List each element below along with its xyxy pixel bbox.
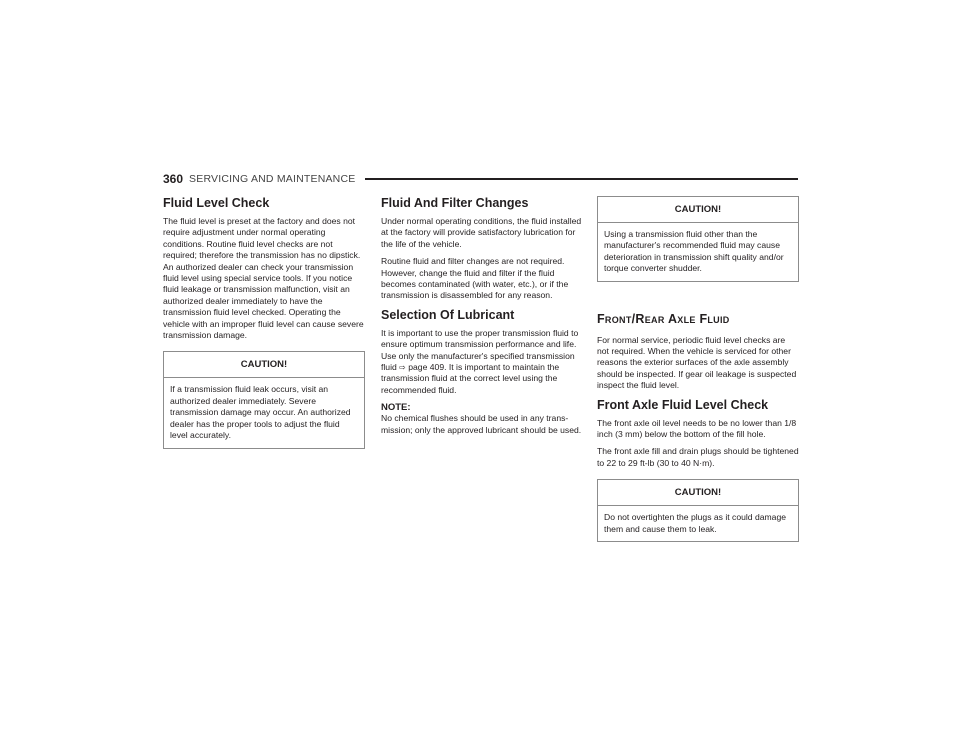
- note-text: No chemical flushes should be used in any trans-mission; only the approved lubricant should be used.: [381, 413, 582, 435]
- axle-fluid-heading: Front/Rear Axle Fluid: [597, 311, 730, 326]
- fluid-filter-changes-heading: Fluid And Filter Changes: [381, 196, 529, 210]
- caution-box: [163, 351, 365, 448]
- caution-title: CAUTION!: [598, 197, 798, 223]
- page-number: 360: [163, 172, 184, 186]
- note-label: NOTE:: [381, 402, 411, 414]
- front-axle-plugs-text: The front axle fill and drain plugs should be tightened to 22 to 29 ft-lb (30 to 40 N·m).: [597, 446, 799, 468]
- front-axle-level-text: The front axle oil level needs to be no lower than 1/8 inch (3 mm) below the bottom of the fill hole.: [597, 417, 797, 440]
- page-reference-link[interactable]: page 409: [408, 362, 445, 373]
- caution-title: CAUTION!: [598, 480, 798, 506]
- caution-text: Do not overtighten the plugs as it could damage them and cause them to leak.: [604, 512, 787, 534]
- page-reference-arrow-icon: ⇨: [399, 363, 406, 373]
- front-axle-check-heading: Front Axle Fluid Level Check: [597, 397, 769, 412]
- section-title: SERVICING AND MAINTENANCE: [189, 173, 356, 185]
- caution-title: CAUTION!: [164, 352, 364, 378]
- column-2: [381, 196, 583, 442]
- caution-box: [597, 479, 799, 542]
- selection-lubricant-heading: Selection Of Lubricant: [381, 307, 515, 322]
- lubricant-text-a: It is important to use the proper transmission fluid to ensure optimum transmission performance and life. Use only the manufacturer's specified transmission fluid: [381, 327, 579, 373]
- column-3: [597, 196, 799, 554]
- header-rule: [365, 178, 798, 180]
- fluid-level-check-heading: Fluid Level Check: [163, 196, 270, 210]
- caution-text: Using a transmission fluid other than the manufacturer's recommended fluid may cause deterioration in transmission shift quality and/or torque converter shudder.: [604, 229, 784, 274]
- page-header: [163, 170, 798, 188]
- selection-lubricant-text: [381, 328, 583, 396]
- axle-fluid-text: For normal service, periodic fluid level checks are not required. When the vehicle is serviced for other reasons the exterior surfaces of the axle assembly should be inspected. If gear oil leakage is suspected inspect the fluid level.: [597, 334, 797, 391]
- lubricant-text-b: . It is important to maintain the transmission fluid at the correct level using the recommended fluid.: [381, 362, 560, 395]
- caution-box: [597, 196, 799, 282]
- fluid-filter-para-2: Routine fluid and filter changes are not required. However, change the fluid and filter if the fluid becomes contaminated (with water, etc.), or if the transmission is disassembled for any reason.: [381, 256, 569, 301]
- fluid-level-check-text: The fluid level is preset at the factory and does not require adjustment under normal operating conditions. Routine fluid level checks are not required; therefore the transmission has no dipstick. An authorized dealer can check your transmission fluid level using special service tools. If you notice fluid leakage or transmission malfunction, visit an authorized dealer immediately to have the transmission fluid level checked. Operating the vehicle with an improper fluid level can cause severe transmission damage.: [163, 216, 364, 341]
- caution-text: If a transmission fluid leak occurs, visit an authorized dealer immediately. Severe transmission damage may occur. An authorized dealer has the proper tools to adjust the fluid level accurately.: [170, 384, 351, 441]
- fluid-filter-para-1: Under normal operating conditions, the fluid installed at the factory will provide satisfactory lubrication for the life of the vehicle.: [381, 216, 582, 249]
- column-1: [163, 196, 365, 461]
